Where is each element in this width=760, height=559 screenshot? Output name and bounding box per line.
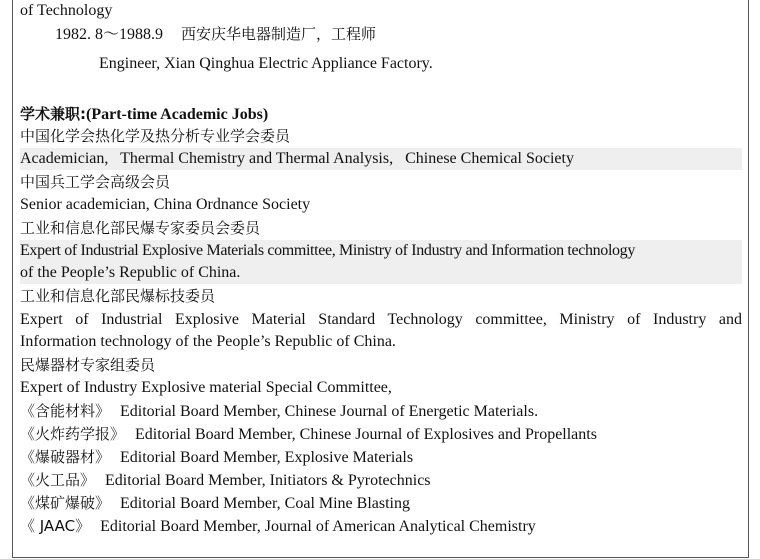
- employment-entry: [55, 23, 760, 46]
- position-zh: 中国兵工学会高级会员: [20, 173, 171, 191]
- journal-role: Editorial Board Member, Chinese Journal of Energetic Materials.: [120, 403, 539, 420]
- editorial-board-item: [20, 515, 742, 538]
- position-en: of the People’s Republic of China.: [20, 262, 742, 284]
- employment-period: 1982. 8～1988.9: [55, 26, 164, 43]
- editorial-board-item: [20, 400, 742, 423]
- journal-name: 《火炸药学报》: [20, 425, 126, 443]
- section-title-en: (Part-time Academic Jobs): [86, 106, 269, 123]
- journal-name: 《爆破器材》: [20, 448, 111, 466]
- position-en: Information technology of the People’s Republic of China.: [20, 333, 396, 350]
- position-en: Expert of Industrial Explosive Materials committee, Ministry of Industry and Information technology: [20, 240, 742, 262]
- position-zh: 民爆器材专家组委员: [20, 356, 156, 374]
- position-zh: 工业和信息化部民爆专家委员会委员: [20, 219, 261, 237]
- journal-name: 《 JAAC》: [20, 517, 91, 535]
- position-en: Senior academician, China Ordnance Society: [20, 196, 311, 213]
- editorial-board-item: [20, 469, 742, 492]
- section-title-zh: 学术兼职:: [20, 105, 86, 123]
- editorial-board-item: [20, 446, 742, 469]
- journal-role: Editorial Board Member, Journal of American Analytical Chemistry: [100, 518, 536, 535]
- position-zh: 工业和信息化部民爆标技委员: [20, 287, 216, 305]
- position-en: Expert of Industry Explosive material Special Committee,: [20, 379, 392, 396]
- journal-role: Editorial Board Member, Coal Mine Blasting: [120, 495, 410, 512]
- position-en: Expert of Industrial Explosive Material Standard Technology committee, Ministry of Industry and: [20, 311, 742, 328]
- position-zh: 中国化学会热化学及热分析专业学会委员: [20, 127, 291, 145]
- employment-org-en: Engineer, Xian Qinghua Electric Appliance Factory.: [99, 55, 433, 72]
- employment-org-zh: 西安庆华电器制造厂，工程师: [181, 25, 377, 43]
- journal-role: Editorial Board Member, Explosive Materials: [120, 449, 414, 466]
- journal-name: 《煤矿爆破》: [20, 494, 111, 512]
- header-fragment: of Technology: [20, 2, 113, 19]
- journal-name: 《火工品》: [20, 471, 96, 489]
- journal-role: Editorial Board Member, Initiators & Pyrotechnics: [105, 472, 431, 489]
- editorial-board-item: [20, 423, 742, 446]
- section-title: [20, 103, 742, 126]
- journal-name: 《含能材料》: [20, 402, 111, 420]
- position-en: Academician, Thermal Chemistry and Thermal Analysis, Chinese Chemical Society: [20, 148, 742, 170]
- journal-role: Editorial Board Member, Chinese Journal of Explosives and Propellants: [135, 426, 597, 443]
- editorial-board-item: [20, 492, 742, 515]
